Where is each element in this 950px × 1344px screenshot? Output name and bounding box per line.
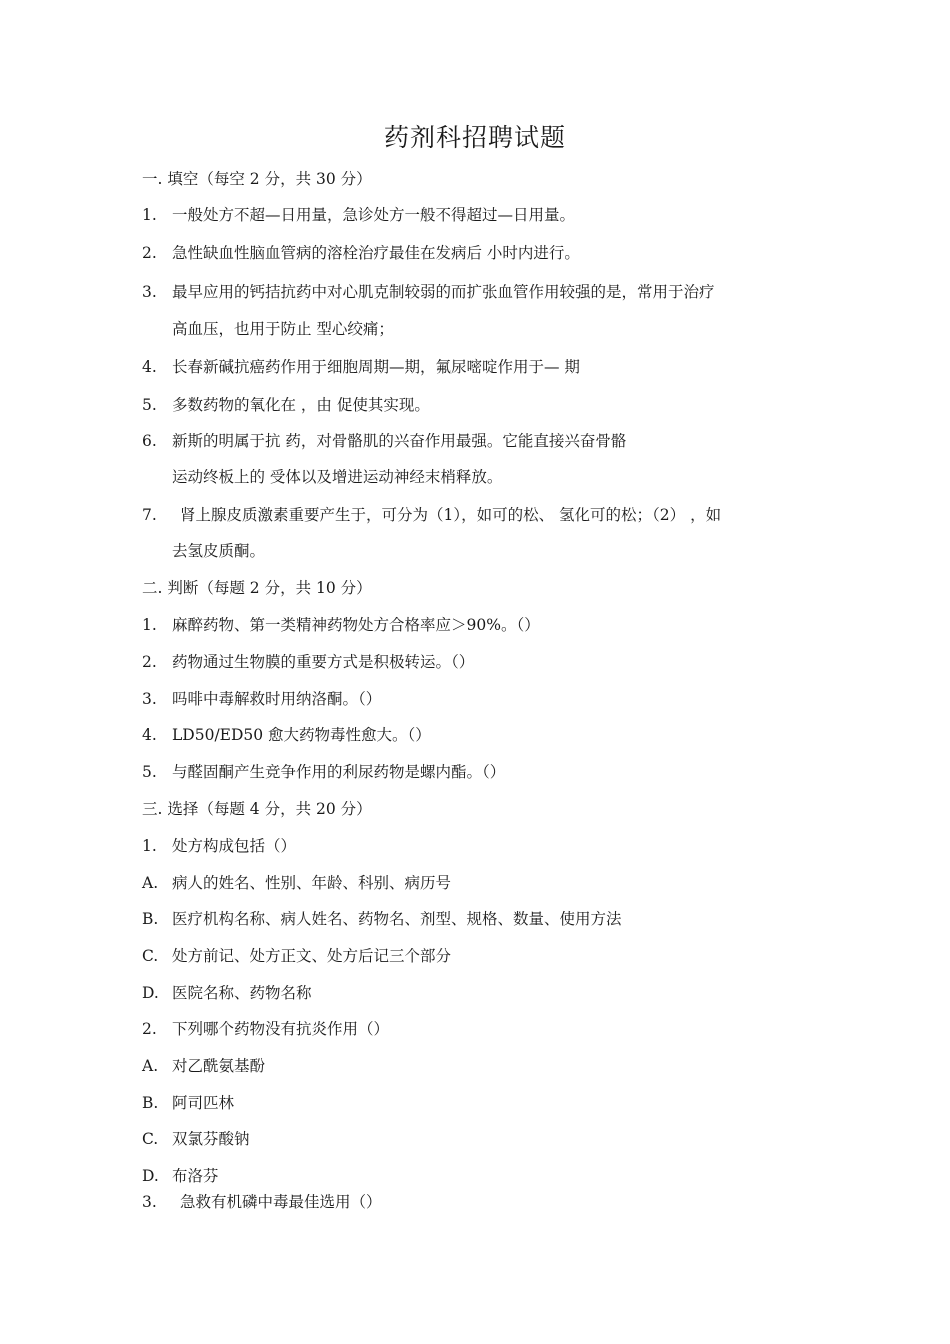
question-text: 吗啡中毒解救时用纳洛酮。（）	[172, 690, 382, 708]
question-text: 新斯的明属于抗 药，对骨骼肌的兴奋作用最强。它能直接兴奋骨骼	[172, 432, 627, 450]
section-heading-true-false: 二. 判断（每题 2 分，共 10 分）	[142, 579, 372, 597]
question-text: 一般处方不超—日用量，急诊处方一般不得超过—日用量。	[172, 206, 576, 224]
question-text: 急性缺血性脑血管病的溶栓治疗最佳在发病后 小时内进行。	[172, 244, 580, 262]
question-number: 1.	[142, 616, 157, 634]
option-text: 医疗机构名称、病人姓名、药物名、剂型、规格、数量、使用方法	[172, 910, 622, 928]
option-label: A.	[142, 1057, 159, 1075]
question-text: 药物通过生物膜的重要方式是积极转运。（）	[172, 653, 475, 671]
question-number: 4.	[142, 358, 157, 376]
question-number: 5.	[142, 763, 157, 781]
question-text: 运动终板上的 受体以及增进运动神经末梢释放。	[172, 468, 503, 486]
question-number: 4.	[142, 726, 157, 744]
option-text: 双氯芬酸钠	[172, 1130, 250, 1148]
question-text: 下列哪个药物没有抗炎作用（）	[172, 1020, 390, 1038]
option-text: 对乙酰氨基酚	[172, 1057, 266, 1075]
option-label: B.	[142, 910, 159, 928]
question-number: 1.	[142, 837, 157, 855]
option-text: 处方前记、处方正文、处方后记三个部分	[172, 947, 452, 965]
option-label: C.	[142, 1130, 159, 1148]
question-text: LD50/ED50 愈大药物毒性愈大。（）	[172, 726, 431, 744]
option-label: C.	[142, 947, 159, 965]
question-number: 3.	[142, 1193, 157, 1211]
question-text: 处方构成包括（）	[172, 837, 297, 855]
question-text: 急救有机磷中毒最佳选用（）	[180, 1193, 382, 1211]
question-text: 最早应用的钙拮抗药中对心肌克制较弱的而扩张血管作用较强的是，常用于治疗	[172, 283, 715, 301]
option-text: 阿司匹林	[172, 1094, 235, 1112]
question-number: 7.	[142, 506, 157, 524]
question-number: 6.	[142, 432, 157, 450]
question-number: 1.	[142, 206, 157, 224]
question-number: 2.	[142, 1020, 157, 1038]
option-text: 医院名称、药物名称	[172, 984, 312, 1002]
question-text: 肾上腺皮质激素重要产生于，可分为（1），如可的松、 氢化可的松；（2） ，如	[180, 506, 722, 524]
question-text: 与醛固酮产生竞争作用的利尿药物是螺内酯。（）	[172, 763, 506, 781]
question-number: 2.	[142, 653, 157, 671]
option-text: 病人的姓名、性别、年龄、科别、病历号	[172, 874, 452, 892]
page-title: 药剂科招聘试题	[383, 123, 566, 152]
question-text: 麻醉药物、第一类精神药物处方合格率应＞90%。（）	[172, 616, 540, 634]
question-number: 2.	[142, 244, 157, 262]
question-text: 去氢皮质酮。	[172, 542, 266, 560]
option-label: D.	[142, 1167, 159, 1185]
section-heading-multiple-choice: 三. 选择（每题 4 分，共 20 分）	[142, 800, 372, 818]
question-text: 高血压，也用于防止 型心绞痛；	[172, 320, 394, 338]
option-label: A.	[142, 874, 159, 892]
question-number: 5.	[142, 396, 157, 414]
question-text: 多数药物的氧化在 ，由 促使其实现。	[172, 396, 430, 414]
section-heading-fill-blank: 一. 填空（每空 2 分，共 30 分）	[142, 170, 372, 188]
question-number: 3.	[142, 690, 157, 708]
question-text: 长春新碱抗癌药作用于细胞周期—期，氟尿嘧啶作用于— 期	[172, 358, 580, 376]
question-number: 3.	[142, 283, 157, 301]
option-label: B.	[142, 1094, 159, 1112]
option-label: D.	[142, 984, 159, 1002]
option-text: 布洛芬	[172, 1167, 219, 1185]
